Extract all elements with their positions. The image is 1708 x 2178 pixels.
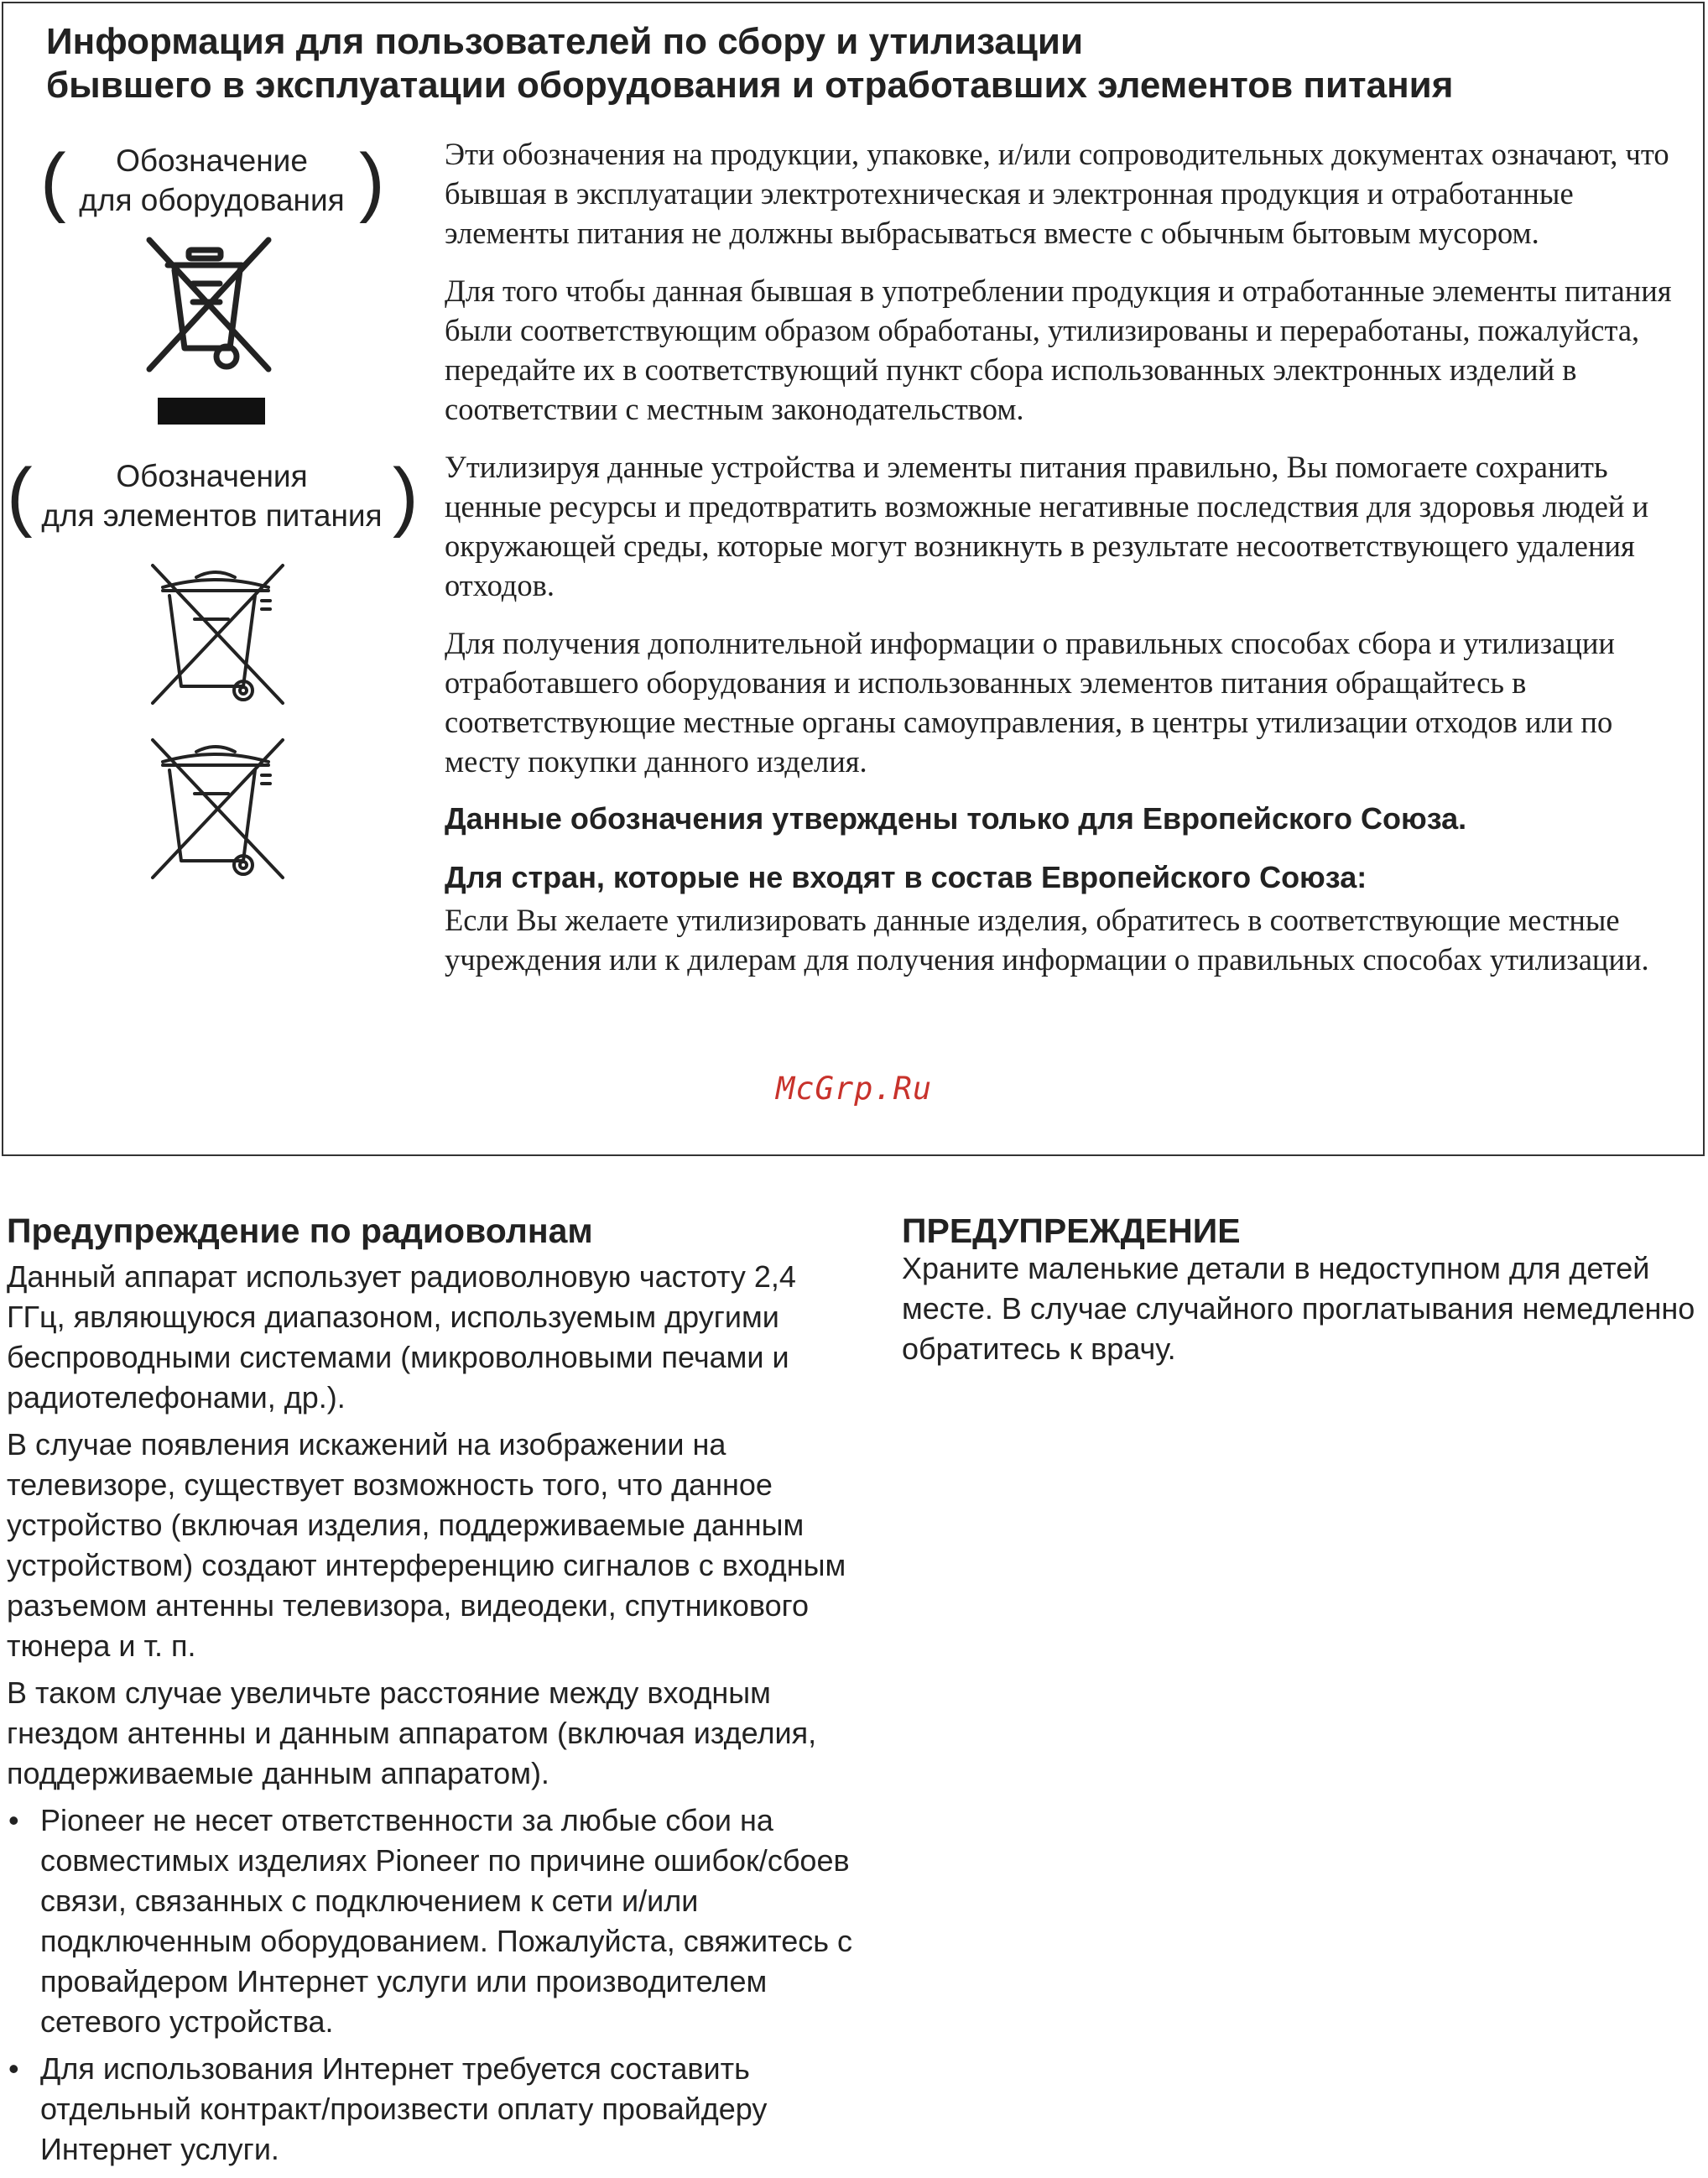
notice-title-line2: бывшего в эксплуатации оборудования и отработавших элементов питания: [46, 65, 1454, 106]
notice-title-line1: Информация для пользователей по сбору и утилизации: [46, 21, 1083, 62]
non-eu-title: Для стран, которые не входят в состав Европейского Союза:: [445, 860, 1367, 894]
small-parts-warning-section: [902, 1206, 1699, 1376]
crossed-bin-equipment-icon: [143, 235, 277, 378]
radio-paragraph: В таком случае увеличьте расстояние между входным гнездом антенны и данным аппаратом (включая изделия, поддерживаемые данным аппаратом).: [7, 1675, 817, 1790]
crossed-bin-battery-icon: [144, 560, 287, 710]
radio-warning-title: Предупреждение по радиоволнам: [7, 1211, 593, 1250]
equipment-label-line1: Обозначение: [116, 143, 308, 178]
warning-text: Храните маленькие детали в недоступном для детей месте. В случае случайного проглатывания немедленно обратитесь к врачу.: [902, 1251, 1695, 1366]
radio-paragraph: В случае появления искажений на изображении на телевизоре, существует возможность того, что данное устройство (включая изделия, поддерживаемые данным устройством) создают интерференцию сигналов с входным разъемом антенны телевизора, видеодеки, спутникового тюнера и т. п.: [7, 1427, 846, 1663]
left-paren-icon: (: [40, 138, 66, 224]
battery-label-line2: для элементов питания: [41, 498, 383, 533]
radio-bullet-text: Pioneer не несет ответственности за любые сбои на совместимых изделиях Pioneer по причине ошибок/сбоев связи, связанных с подключением к сети и/или подключенным оборудованием. Пожалуйста, свяжитесь с провайдером Интернет услуги или производителем сетевого устройства.: [40, 1803, 852, 2039]
radio-warning-section: [7, 1206, 854, 2176]
eu-only-note: Данные обозначения утверждены только для Европейского Союза.: [445, 801, 1467, 836]
equipment-label-line2: для оборудования: [79, 183, 345, 217]
radio-bullet-text: Для использования Интернет требуется составить отдельный контракт/произвести оплату провайдеру Интернет услуги.: [40, 2051, 768, 2166]
equipment-symbol-label: [63, 141, 361, 220]
bullet-dot-icon: •: [8, 1803, 19, 1837]
notice-title: [46, 20, 1690, 107]
right-paren-icon: ): [359, 138, 385, 224]
battery-symbol-label: [25, 456, 398, 535]
radio-bullet-item: [7, 1800, 854, 2042]
left-paren-icon: (: [7, 453, 33, 539]
radio-bullet-item: [7, 2049, 854, 2170]
battery-label-line1: Обозначения: [116, 459, 308, 493]
radio-paragraph: Данный аппарат использует радиоволновую частоту 2,4 ГГц, являющуюся диапазоном, используемым другими беспроводными системами (микроволновыми печами и радиотелефонами, др.).: [7, 1259, 796, 1415]
notice-paragraph: Эти обозначения на продукции, упаковке, и/или сопроводительных документах означают, что бывшая в эксплуатации электротехническая и электронная продукция и отработанные элементы питания не должны выбрасываться вместе с обычным бытовым мусором.: [445, 137, 1669, 250]
bullet-dot-icon: •: [8, 2051, 19, 2086]
right-paren-icon: ): [393, 453, 419, 539]
warning-title: ПРЕДУПРЕЖДЕНИЕ: [902, 1211, 1241, 1250]
bin-date-bar: [158, 398, 265, 425]
notice-paragraph: Для получения дополнительной информации о правильных способах сбора и утилизации отработавшего оборудования и использованных элементов питания обращайтесь в соответствующие местные органы самоуправления, в центры утилизации отходов или по месту покупки данного изделия.: [445, 626, 1615, 779]
notice-body: [445, 134, 1678, 998]
non-eu-text: Если Вы желаете утилизировать данные изделия, обратитесь в соответствующие местные учреждения или к дилерам для получения информации о правильных способах утилизации.: [445, 903, 1649, 977]
watermark-text: McGrp.Ru: [776, 1071, 933, 1107]
notice-paragraph: Утилизируя данные устройства и элементы питания правильно, Вы помогаете сохранить ценные ресурсы и предотвратить возможные негативные последствия для здоровья людей и окружающей среды, которые могут возникнуть в результате несоответствующего удаления отходов.: [445, 450, 1649, 602]
notice-paragraph: Для того чтобы данная бывшая в употреблении продукция и отработанные элементы питания были соответствующим образом обработаны, утилизированы и переработаны, пожалуйста, передайте их в соответствующий пункт сбора использованных электронных изделий в соответствии с местным законодательством.: [445, 274, 1672, 426]
crossed-bin-battery-icon-2: [144, 735, 287, 884]
